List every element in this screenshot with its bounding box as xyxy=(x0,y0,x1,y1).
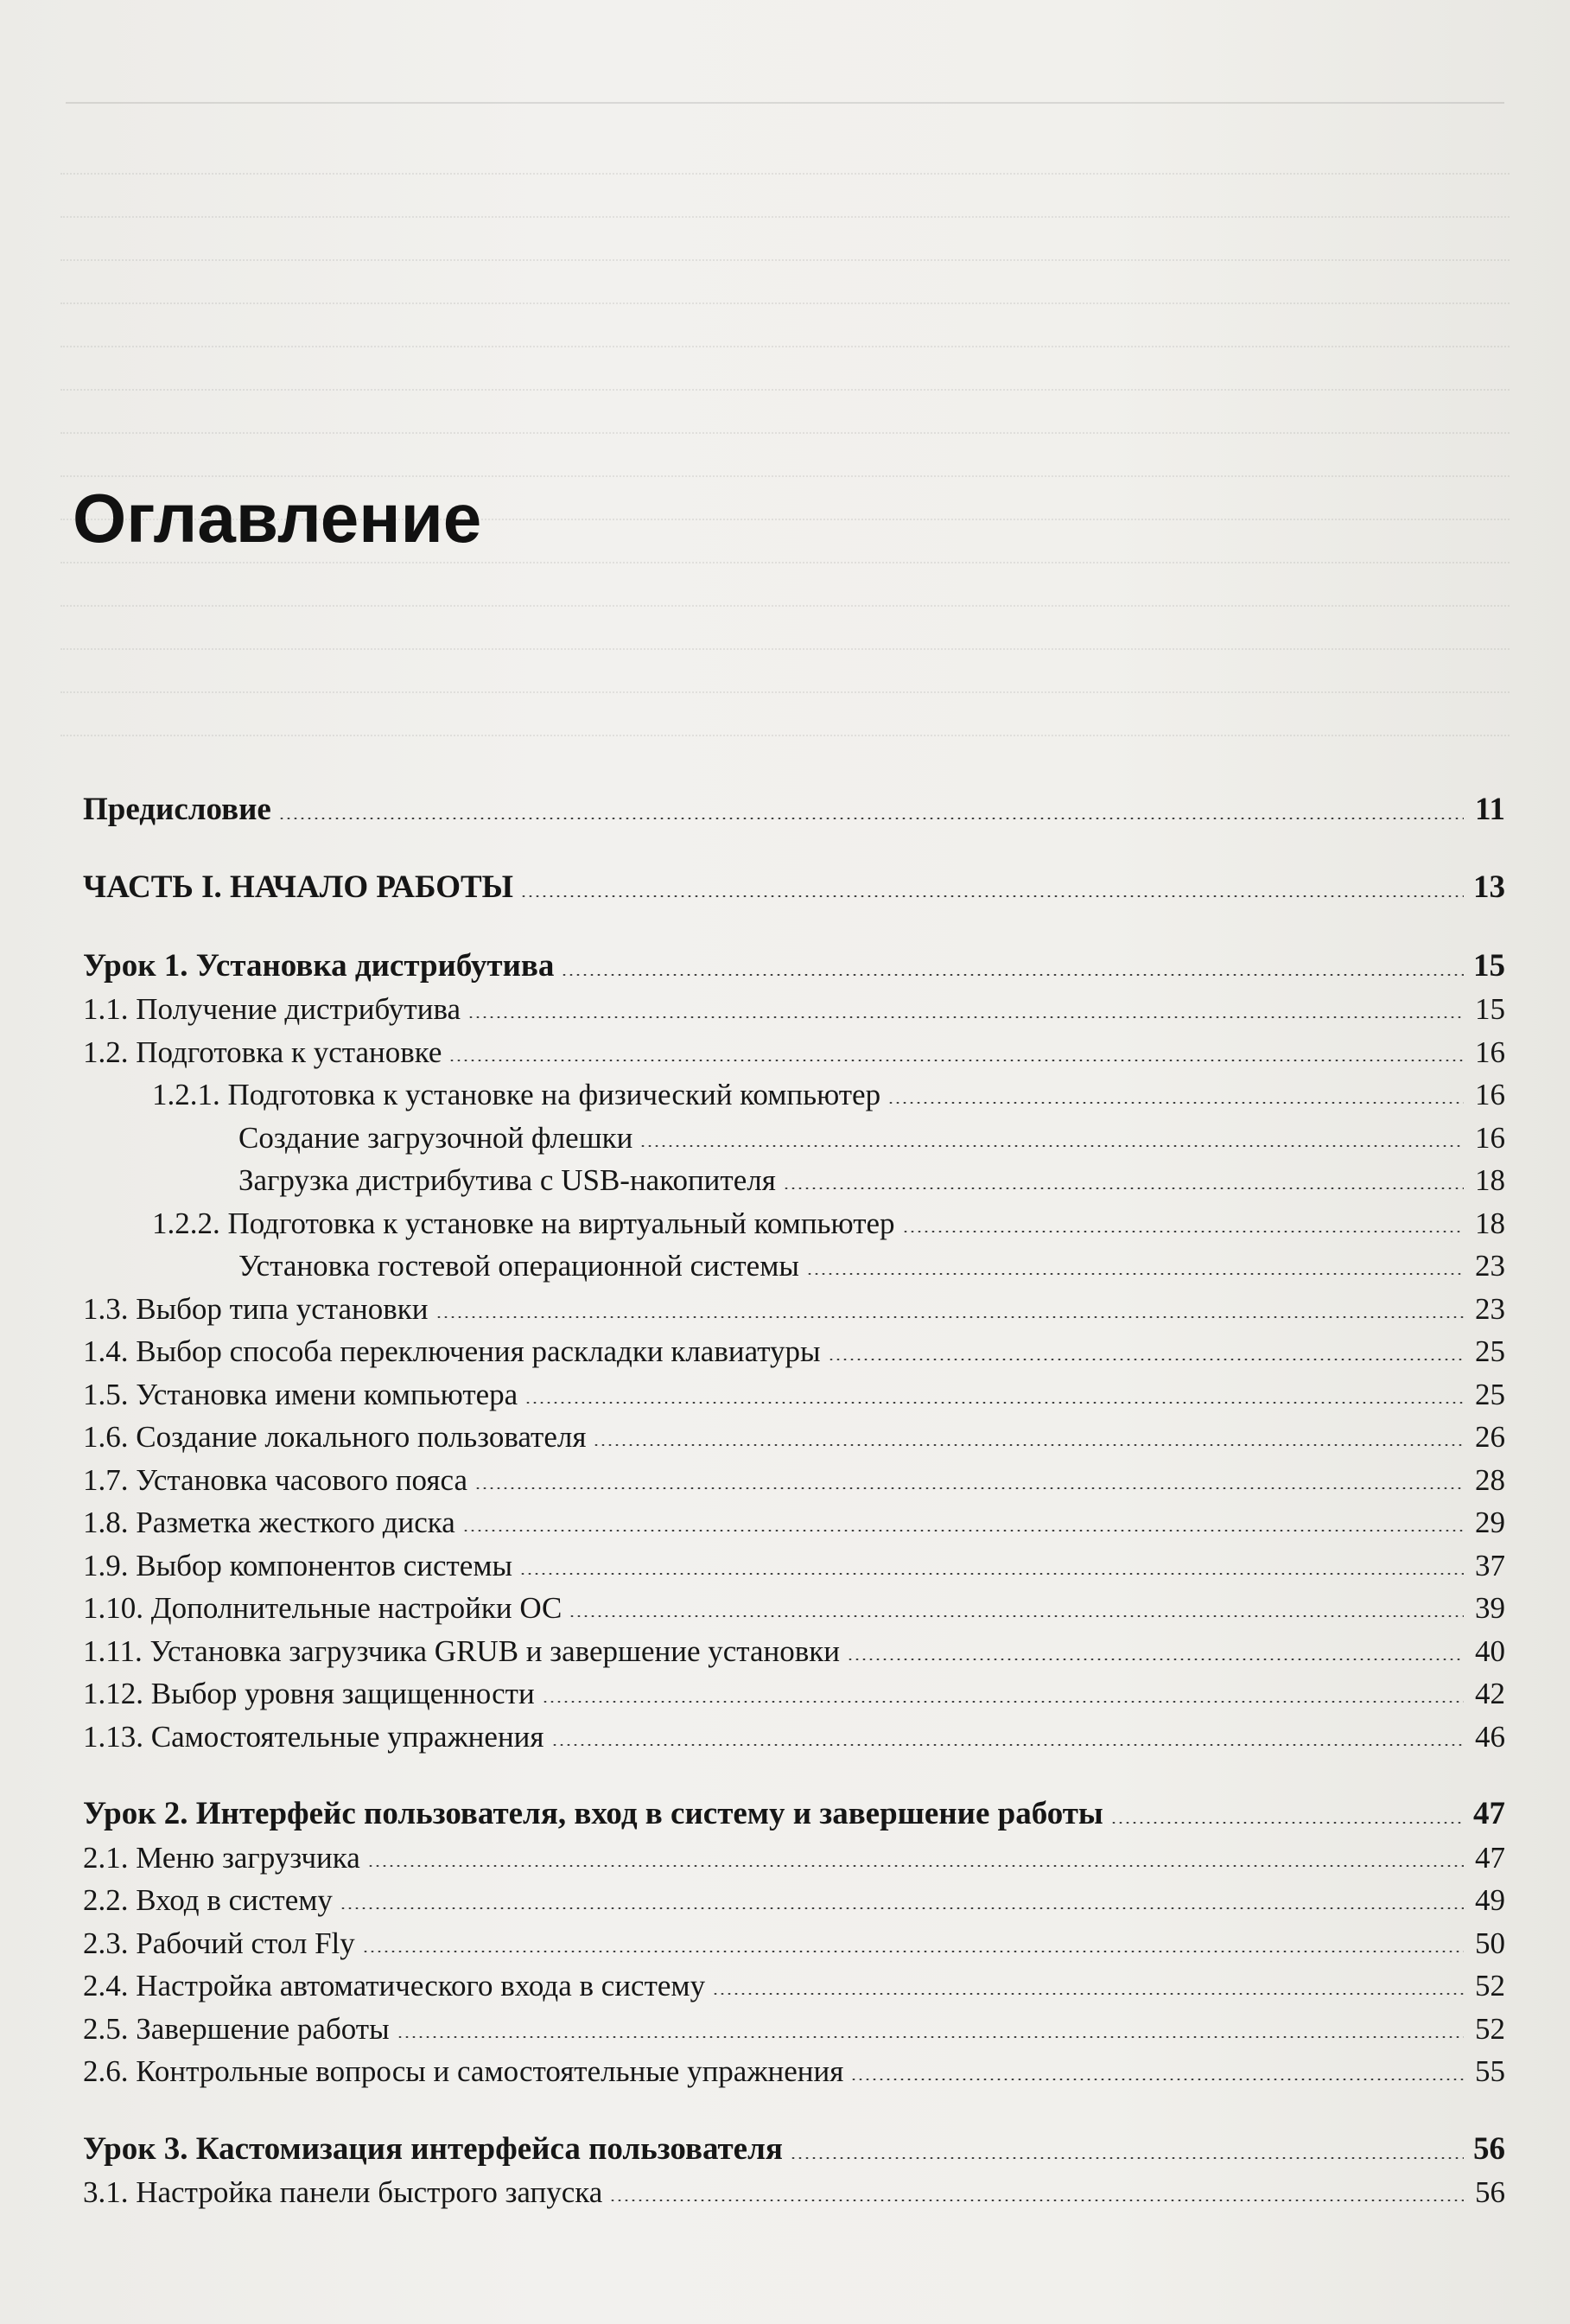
toc-entry-title: 2.6. Контрольные вопросы и самостоятельные упражнения xyxy=(83,2054,844,2088)
toc-page-number: 25 xyxy=(1475,1334,1505,1368)
dot-leader xyxy=(519,1573,1464,1575)
toc-entry xyxy=(83,2122,1505,2165)
toc-page-number: 16 xyxy=(1475,1078,1505,1111)
toc-entry-title: 1.6. Создание локального пользователя xyxy=(83,1420,587,1454)
toc-entry xyxy=(83,1709,1505,1752)
dot-leader xyxy=(806,1273,1464,1275)
toc-entry xyxy=(83,1366,1505,1410)
toc-page-number: 46 xyxy=(1475,1719,1505,1754)
dot-leader xyxy=(1110,1822,1464,1824)
dot-leader xyxy=(712,1993,1464,1995)
toc-entry xyxy=(83,2165,1505,2208)
dot-leader xyxy=(561,974,1464,976)
toc-page-number: 49 xyxy=(1475,1883,1505,1917)
dot-leader xyxy=(847,1659,1464,1660)
dot-leader xyxy=(367,1865,1464,1867)
toc-page-number: 37 xyxy=(1475,1548,1505,1582)
toc-entry-title: 3.1. Настройка панели быстрого запуска xyxy=(83,2175,603,2209)
toc-entry xyxy=(83,1110,1505,1153)
toc-entry xyxy=(83,1324,1505,1367)
bleed-through-line xyxy=(60,207,1510,218)
toc-entry xyxy=(83,1153,1505,1196)
bleed-through-line xyxy=(60,467,1510,477)
dot-leader xyxy=(462,1530,1464,1531)
toc-entry-title: Создание загрузочной флешки xyxy=(238,1120,633,1155)
toc-entry-title: 1.3. Выбор типа установки xyxy=(83,1291,429,1326)
toc-entry-title: 2.4. Настройка автоматического входа в систему xyxy=(83,1969,706,2002)
toc-entry-title: Предисловие xyxy=(83,791,271,827)
toc-entry xyxy=(83,1238,1505,1282)
dot-leader xyxy=(902,1231,1464,1232)
toc-entry-title: 2.2. Вход в систему xyxy=(83,1883,333,1917)
toc-entry-title: 1.2. Подготовка к установке xyxy=(83,1035,442,1069)
toc-page-number: 25 xyxy=(1475,1377,1505,1411)
toc-entry-title: 1.8. Разметка жесткого диска xyxy=(83,1506,455,1539)
toc-page-number: 47 xyxy=(1473,1796,1505,1831)
toc-entry-title: ЧАСТЬ I. НАЧАЛО РАБОТЫ xyxy=(83,869,513,905)
toc-entry-title: 2.3. Рабочий стол Fly xyxy=(83,1926,355,1960)
toc-entry xyxy=(83,1873,1505,1916)
toc-page-number: 40 xyxy=(1475,1633,1505,1668)
dot-leader xyxy=(850,2079,1464,2080)
toc-entry-title: 1.11. Установка загрузчика GRUB и завершение установки xyxy=(83,1633,841,1668)
toc-entry xyxy=(83,1581,1505,1624)
toc-entry xyxy=(83,1666,1505,1710)
toc-entry-title: 1.2.2. Подготовка к установке на виртуальный компьютер xyxy=(152,1206,895,1240)
toc-page-number: 52 xyxy=(1475,1969,1505,2002)
bleed-through-line xyxy=(60,294,1510,304)
toc-page-number: 15 xyxy=(1473,947,1505,984)
bleed-through-line xyxy=(60,596,1510,607)
toc-entry xyxy=(83,1495,1505,1538)
page-title: Оглавление xyxy=(73,480,482,557)
toc-page-number: 55 xyxy=(1475,2054,1505,2088)
toc-entry xyxy=(83,982,1505,1025)
dot-leader xyxy=(542,1701,1464,1703)
dot-leader xyxy=(520,895,1464,897)
bleed-through-line xyxy=(60,337,1510,347)
dot-leader xyxy=(569,1615,1464,1617)
toc-entry xyxy=(83,1281,1505,1324)
toc-entry-title: Урок 1. Установка дистрибутива xyxy=(83,947,555,984)
toc-page-number: 18 xyxy=(1475,1163,1505,1197)
toc-page-number: 29 xyxy=(1475,1506,1505,1539)
dot-leader xyxy=(593,1444,1464,1446)
toc-entry-title: Установка гостевой операционной системы xyxy=(238,1249,799,1283)
toc-entry-title: Загрузка дистрибутива с USB-накопителя xyxy=(238,1163,776,1197)
toc-page-number: 15 xyxy=(1475,992,1505,1026)
toc-entry xyxy=(83,782,1505,825)
toc-entry-title: 1.7. Установка часового пояса xyxy=(83,1462,467,1497)
toc-entry-title: 1.10. Дополнительные настройки ОС xyxy=(83,1591,563,1625)
toc-entry-title: 1.4. Выбор способа переключения раскладки клавиатуры xyxy=(83,1334,821,1368)
toc-page-number: 28 xyxy=(1475,1462,1505,1497)
toc-page-number: 47 xyxy=(1475,1840,1505,1875)
dot-leader xyxy=(790,2157,1464,2159)
toc-entry-title: 1.1. Получение дистрибутива xyxy=(83,992,461,1026)
bleed-through-line xyxy=(60,423,1510,434)
dot-leader xyxy=(448,1060,1464,1061)
toc-entry-title: 1.9. Выбор компонентов системы xyxy=(83,1548,513,1582)
table-of-contents xyxy=(83,782,1505,2207)
toc-page-number: 11 xyxy=(1475,791,1505,827)
dot-leader xyxy=(639,1145,1464,1147)
toc-page-number: 52 xyxy=(1475,2011,1505,2046)
toc-entry-title: 1.13. Самостоятельные упражнения xyxy=(83,1719,544,1754)
toc-entry xyxy=(83,1538,1505,1581)
toc-entry-title: 2.1. Меню загрузчика xyxy=(83,1840,360,1875)
dot-leader xyxy=(397,2036,1464,2038)
toc-entry-title: 2.5. Завершение работы xyxy=(83,2011,390,2046)
toc-page-number: 13 xyxy=(1473,869,1505,905)
dot-leader xyxy=(524,1402,1464,1404)
toc-entry-title: Урок 2. Интерфейс пользователя, вход в систему и завершение работы xyxy=(83,1796,1103,1831)
toc-entry-title: 1.2.1. Подготовка к установке на физический компьютер xyxy=(152,1078,881,1111)
toc-entry xyxy=(83,1915,1505,1958)
dot-leader xyxy=(551,1744,1464,1746)
dot-leader xyxy=(609,2200,1464,2201)
toc-page-number: 18 xyxy=(1475,1206,1505,1240)
bleed-through-line xyxy=(60,251,1510,261)
toc-entry xyxy=(83,1958,1505,2002)
toc-entry xyxy=(83,2001,1505,2044)
bleed-through-line xyxy=(60,683,1510,693)
toc-entry xyxy=(83,939,1505,982)
dot-leader xyxy=(467,1016,1464,1018)
toc-entry xyxy=(83,1067,1505,1111)
toc-page-number: 56 xyxy=(1475,2175,1505,2209)
toc-page-number: 39 xyxy=(1475,1591,1505,1625)
toc-page-number: 50 xyxy=(1475,1926,1505,1960)
dot-leader xyxy=(887,1102,1464,1104)
toc-entry xyxy=(83,1787,1505,1831)
toc-page-number: 42 xyxy=(1475,1677,1505,1710)
bleed-through-line xyxy=(60,726,1510,736)
dot-leader xyxy=(362,1951,1464,1952)
dot-leader xyxy=(435,1316,1465,1318)
bleed-through-line xyxy=(60,164,1510,175)
dot-leader xyxy=(828,1359,1464,1360)
bleed-through-line xyxy=(60,640,1510,650)
toc-entry xyxy=(83,1195,1505,1238)
toc-entry xyxy=(83,1452,1505,1495)
toc-page-number: 23 xyxy=(1475,1249,1505,1283)
toc-entry xyxy=(83,1410,1505,1453)
toc-entry xyxy=(83,2044,1505,2087)
toc-entry xyxy=(83,1830,1505,1873)
dot-leader xyxy=(278,818,1464,819)
bleed-through-line xyxy=(60,380,1510,391)
toc-entry-title: Урок 3. Кастомизация интерфейса пользователя xyxy=(83,2130,783,2167)
toc-entry-title: 1.12. Выбор уровня защищенности xyxy=(83,1677,535,1710)
dot-leader xyxy=(474,1487,1464,1489)
toc-page-number: 56 xyxy=(1473,2130,1505,2167)
toc-entry xyxy=(83,861,1505,904)
toc-page-number: 16 xyxy=(1475,1035,1505,1069)
bleed-through-rule xyxy=(66,102,1504,104)
toc-entry-title: 1.5. Установка имени компьютера xyxy=(83,1377,518,1411)
dot-leader xyxy=(340,1907,1464,1909)
toc-page-number: 23 xyxy=(1475,1291,1505,1326)
dot-leader xyxy=(783,1187,1464,1189)
toc-entry xyxy=(83,1024,1505,1067)
toc-entry xyxy=(83,1623,1505,1666)
toc-page-number: 16 xyxy=(1475,1120,1505,1155)
toc-page-number: 26 xyxy=(1475,1420,1505,1454)
